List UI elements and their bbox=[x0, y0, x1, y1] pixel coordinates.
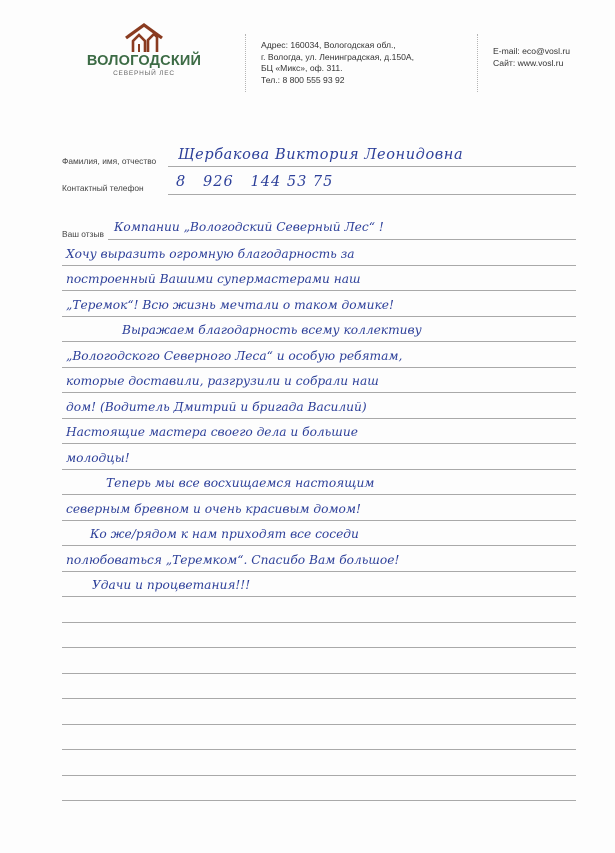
review-line: полюбоваться „Теремком“. Спасибо Вам большое! bbox=[66, 553, 400, 567]
review-rule bbox=[62, 341, 576, 342]
review-rule bbox=[62, 571, 576, 572]
brand-name: ВОЛОГОДСКИЙ bbox=[86, 53, 202, 69]
phone-label: Контактный телефон bbox=[62, 183, 144, 193]
review-line: Настоящие мастера своего дела и большие bbox=[66, 425, 358, 439]
phone-rule bbox=[168, 194, 576, 195]
review-rule bbox=[62, 265, 576, 266]
review-rule bbox=[62, 316, 576, 317]
review-rule bbox=[62, 800, 576, 801]
review-rule bbox=[62, 367, 576, 368]
review-line: Хочу выразить огромную благодарность за bbox=[66, 247, 355, 261]
review-rule bbox=[108, 239, 576, 240]
brand-subtitle: СЕВЕРНЫЙ ЛЕС bbox=[113, 70, 175, 77]
review-rule bbox=[62, 698, 576, 699]
review-rule bbox=[62, 290, 576, 291]
review-rule bbox=[62, 724, 576, 725]
review-rule bbox=[62, 749, 576, 750]
review-rule bbox=[62, 647, 576, 648]
review-rule bbox=[62, 494, 576, 495]
review-line: Ко же/рядом к нам приходят все соседи bbox=[90, 527, 359, 541]
name-value: Щербакова Виктория Леонидовна bbox=[178, 147, 464, 163]
company-address bbox=[261, 40, 414, 86]
name-rule bbox=[168, 166, 576, 167]
review-rule bbox=[62, 443, 576, 444]
review-rule bbox=[62, 622, 576, 623]
name-label: Фамилия, имя, отчество bbox=[62, 156, 157, 166]
review-line: молодцы! bbox=[66, 451, 130, 465]
review-line: „Вологодского Северного Леса“ и особую ребятам, bbox=[66, 349, 403, 363]
review-line: Компании „Вологодский Северный Лес“ ! bbox=[114, 220, 384, 234]
review-line: которые доставили, разгрузили и собрали наш bbox=[66, 374, 379, 388]
header-divider-left bbox=[245, 34, 246, 92]
company-website: Сайт: www.vosl.ru bbox=[493, 57, 564, 68]
company-logo bbox=[74, 22, 214, 77]
review-rule bbox=[62, 775, 576, 776]
review-line: дом! (Водитель Дмитрий и бригада Василий) bbox=[66, 400, 367, 414]
company-contacts bbox=[493, 46, 570, 69]
phone-value: 8 926 144 53 75 bbox=[176, 174, 334, 190]
review-rule bbox=[62, 545, 576, 546]
review-line: „Теремок“! Всю жизнь мечтали о таком домике! bbox=[66, 298, 394, 312]
review-line: Удачи и процветания!!! bbox=[92, 578, 251, 592]
review-line: построенный Вашими супермастерами наш bbox=[66, 272, 361, 286]
address-line: г. Вологда, ул. Ленинградская, д.150А, bbox=[261, 51, 415, 62]
review-line: Теперь мы все восхищаемся настоящим bbox=[106, 476, 375, 490]
house-pine-icon bbox=[124, 22, 164, 52]
review-line: северным бревном и очень красивым домом! bbox=[66, 502, 361, 516]
review-label: Ваш отзыв bbox=[62, 229, 104, 239]
review-rule bbox=[62, 520, 576, 521]
review-rule bbox=[62, 673, 576, 674]
company-email: E-mail: eco@vosl.ru bbox=[493, 46, 571, 56]
review-rule bbox=[62, 596, 576, 597]
review-rule bbox=[62, 469, 576, 470]
address-line: Адрес: 160034, Вологодская обл., bbox=[261, 40, 396, 50]
address-line: БЦ «Микс», оф. 311. bbox=[261, 63, 343, 74]
review-line: Выражаем благодарность всему коллективу bbox=[122, 323, 422, 337]
header-divider-right bbox=[477, 34, 478, 92]
company-phone: Тел.: 8 800 555 93 92 bbox=[261, 74, 345, 85]
review-rule bbox=[62, 392, 576, 393]
review-rule bbox=[62, 418, 576, 419]
